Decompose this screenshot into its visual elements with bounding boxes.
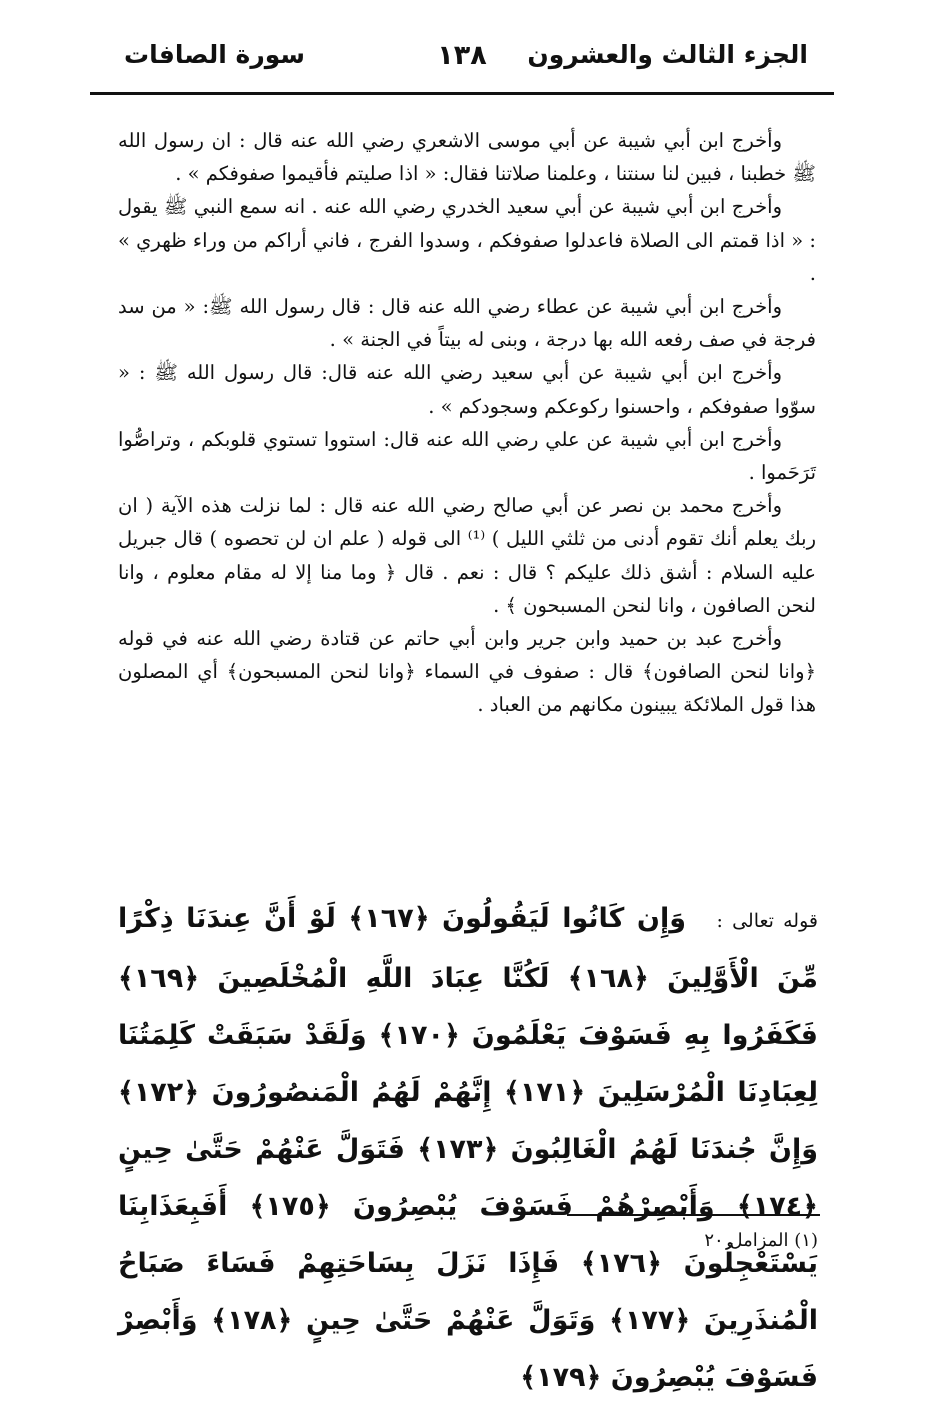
- quran-verses: [118, 890, 818, 1406]
- verse-text: وَإِن كَانُوا لَيَقُولُونَ ﴿١٦٧﴾ لَوْ أَنَّ عِندَنَا ذِكْرًا مِّنَ الْأَوَّلِينَ ﴿١٦٨﴾ لَكُنَّا عِبَادَ اللَّهِ الْمُخْلَصِينَ ﴿١٦٩﴾ فَكَفَرُوا بِهِ فَسَوْفَ يَعْلَمُونَ ﴿١٧٠﴾ وَلَقَدْ سَبَقَتْ كَلِمَتُنَا لِعِبَادِنَا الْمُرْسَلِينَ ﴿١٧١﴾ إِنَّهُمْ لَهُمُ الْمَنصُورُونَ ﴿١٧٢﴾ وَإِنَّ جُندَنَا لَهُمُ الْغَالِبُونَ ﴿١٧٣﴾ فَتَوَلَّ عَنْهُمْ حَتَّىٰ حِينٍ ﴿١٧٤﴾ وَأَبْصِرْهُمْ فَسَوْفَ يُبْصِرُونَ ﴿١٧٥﴾ أَفَبِعَذَابِنَا يَسْتَعْجِلُونَ ﴿١٧٦﴾ فَإِذَا نَزَلَ بِسَاحَتِهِمْ فَسَاءَ صَبَاحُ الْمُنذَرِينَ ﴿١٧٧﴾ وَتَوَلَّ عَنْهُمْ حَتَّىٰ حِينٍ ﴿١٧٨﴾ وَأَبْصِرْ فَسَوْفَ يُبْصِرُونَ ﴿١٧٩﴾: [118, 903, 819, 1393]
- juz-title: الجزء الثالث والعشرون: [527, 40, 808, 69]
- page-number: ١٣٨: [437, 40, 487, 71]
- header-divider: [90, 92, 834, 95]
- paragraph: وأخرج ابن أبي شيبة عن أبي سعيد رضي الله عنه قال: قال رسول الله ﷺ : « سوّوا صفوفكم ، واحسنوا ركوعكم وسجودكم » .: [118, 361, 816, 418]
- footnote-divider: [567, 1214, 820, 1216]
- running-header: [90, 38, 834, 88]
- paragraph: وأخرج ابن أبي شيبة عن عطاء رضي الله عنه قال : قال رسول الله ﷺ: « من سد فرجة في صف رفعه الله بها درجة ، وبنى له بيتاً في الجنة » .: [118, 295, 816, 352]
- paragraph: وأخرج محمد بن نصر عن أبي صالح رضي الله عنه قال : لما نزلت هذه الآية ( ان ربك يعلم أنك تقوم أدنى من ثلثي الليل ) ⁽¹⁾ الى قوله ( علم ان لن تحصوه ) قال جبريل عليه السلام : أشق ذلك عليكم ؟ قال : نعم . قال ﴿ وما منا إلا له مقام معلوم ، وانا لنحن الصافون ، وانا لنحن المسبحون ﴾ .: [118, 494, 816, 617]
- footnote: (١) المزامل ٢٠: [704, 1230, 818, 1251]
- paragraph: وأخرج ابن أبي شيبة عن أبي موسى الاشعري رضي الله عنه قال : ان رسول الله ﷺ خطبنا ، فبين لنا سنتنا ، وعلمنا صلاتنا فقال: « اذا صليتم فأقيموا صفوفكم » .: [118, 129, 816, 186]
- surah-title: سورة الصافات: [124, 40, 305, 69]
- paragraph: وأخرج ابن أبي شيبة عن أبي سعيد الخدري رضي الله عنه . انه سمع النبي ﷺ يقول : « اذا قمتم الى الصلاة فاعدلوا صفوفكم ، وسدوا الفرج ، فاني أراكم من وراء ظهري » .: [118, 195, 816, 285]
- commentary-text: [118, 124, 816, 722]
- verse-intro: قوله تعالى :: [716, 910, 818, 932]
- paragraph: وأخرج ابن أبي شيبة عن علي رضي الله عنه قال: استووا تستوي قلوبكم ، وتراصُّوا تَرَحَموا .: [118, 427, 816, 485]
- paragraph: وأخرج عبد بن حميد وابن جرير وابن أبي حاتم عن قتادة رضي الله عنه في قوله ﴿وانا لنحن الصافون﴾ قال : صفوف في السماء ﴿وانا لنحن المسبحون﴾ أي المصلون هذا قول الملائكة يبينون مكانهم من العباد .: [118, 627, 816, 717]
